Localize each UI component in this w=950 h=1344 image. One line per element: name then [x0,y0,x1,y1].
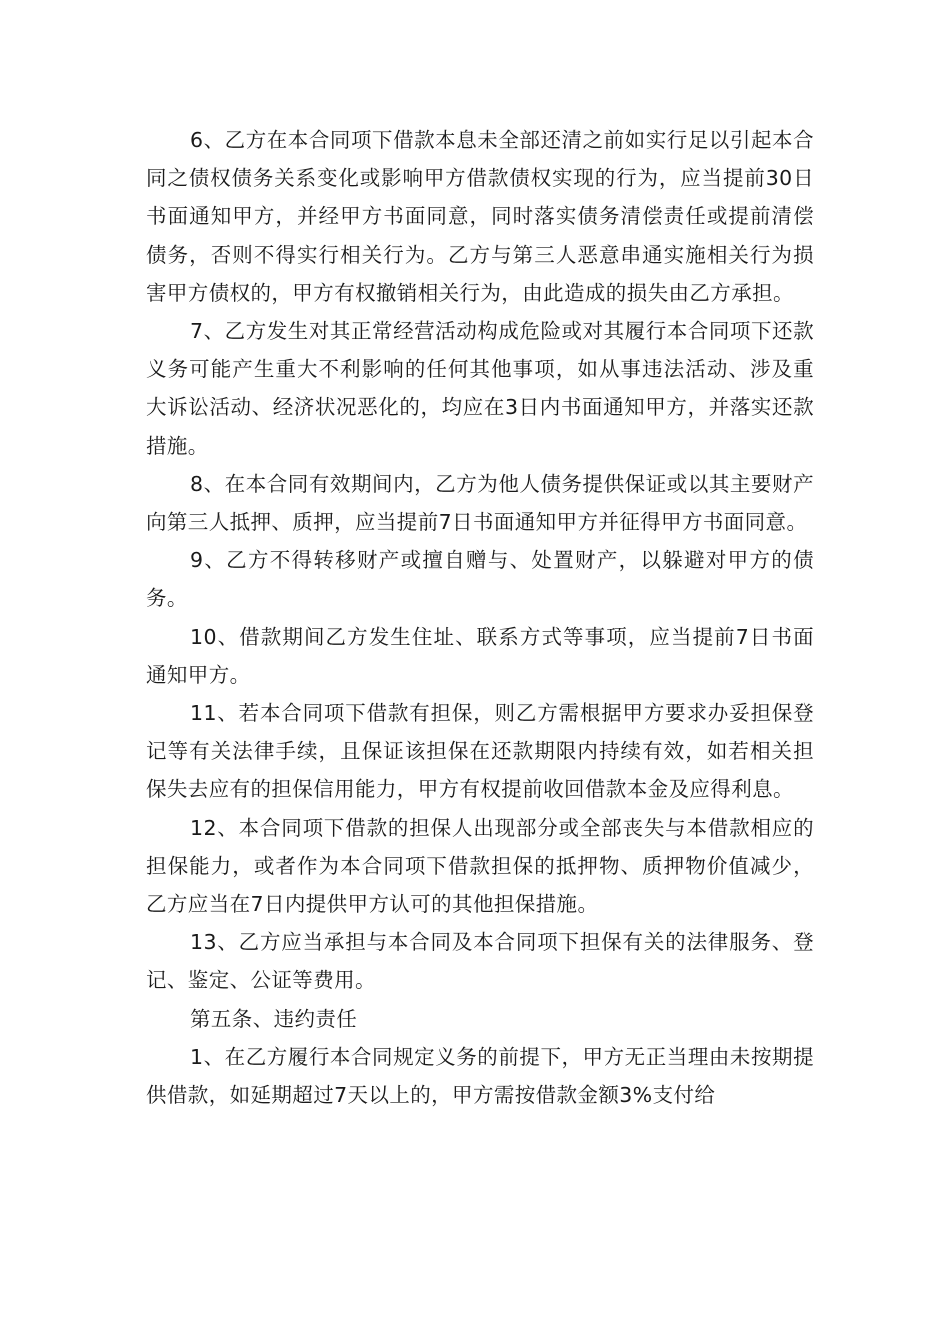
document-body [146,121,814,1114]
clause-10: 10、借款期间乙方发生住址、联系方式等事项，应当提前7日书面通知甲方。 [146,624,814,687]
clause-6: 6、乙方在本合同项下借款本息未全部还清之前如实行足以引起本合同之债权债务关系变化或影响甲方借款债权实现的行为，应当提前30日书面通知甲方，并经甲方书面同意，同时落实债务清偿责任或提前清偿债务，否则不得实行相关行为。乙方与第三人恶意串通实施相关行为损害甲方债权的，甲方有权撤销相关行为，由此造成的损失由乙方承担。 [146,128,814,305]
clause-9: 9、乙方不得转移财产或擅自赠与、处置财产，以躲避对甲方的债务。 [146,548,814,611]
clause-8: 8、在本合同有效期间内，乙方为他人债务提供保证或以其主要财产向第三人抵押、质押，应当提前7日书面通知甲方并征得甲方书面同意。 [146,471,814,535]
clause-13: 13、乙方应当承担与本合同及本合同项下担保有关的法律服务、登记、鉴定、公证等费用。 [146,930,814,993]
clause-7: 7、乙方发生对其正常经营活动构成危险或对其履行本合同项下还款义务可能产生重大不利影响的任何其他事项，如从事违法活动、涉及重大诉讼活动、经济状况恶化的，均应在3日内书面通知甲方，并落实还款措施。 [146,319,814,458]
clause-12: 12、本合同项下借款的担保人出现部分或全部丧失与本借款相应的担保能力，或者作为本合同项下借款担保的抵押物、质押物价值减少，乙方应当在7日内提供甲方认可的其他担保措施。 [146,815,814,917]
clause-11: 11、若本合同项下借款有担保，则乙方需根据甲方要求办妥担保登记等有关法律手续，且保证该担保在还款期限内持续有效，如若相关担保失去应有的担保信用能力，甲方有权提前收回借款本金及应得利息。 [146,701,814,802]
breach-clause-1: 1、在乙方履行本合同规定义务的前提下，甲方无正当理由未按期提供借款，如延期超过7天以上的，甲方需按借款金额3%支付给 [146,1044,814,1108]
section-heading-breach-liability: 第五条、违约责任 [190,1006,358,1031]
